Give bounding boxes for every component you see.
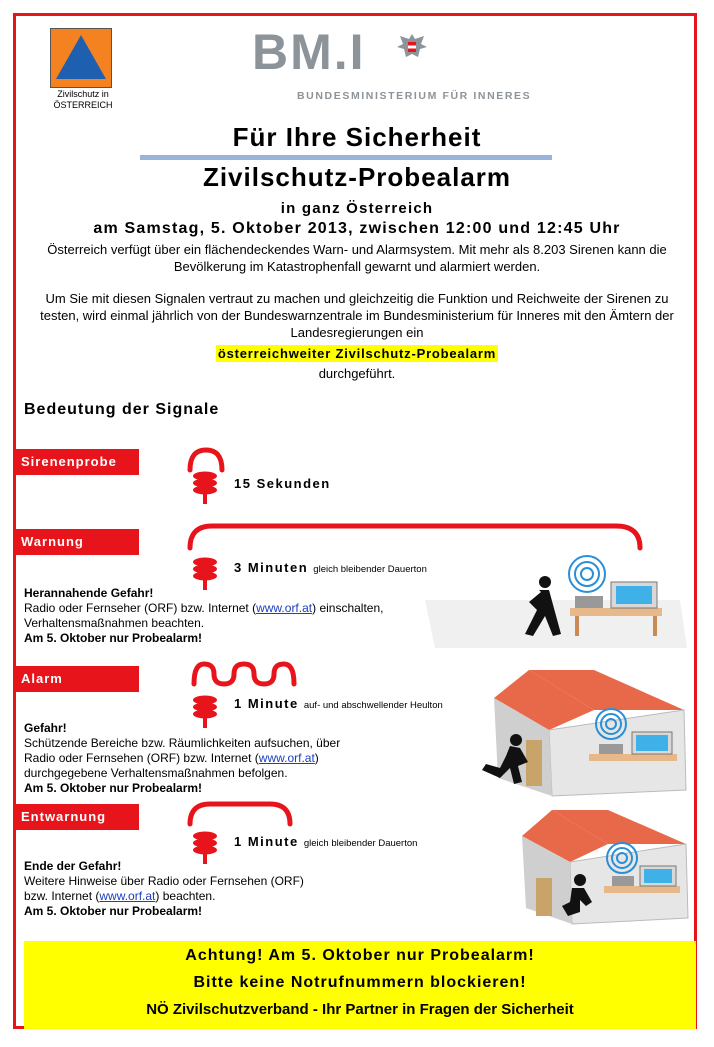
- duration-note: gleich bleibender Dauerton: [303, 838, 418, 849]
- entwarnung-heading: Ende der Gefahr!: [24, 859, 122, 873]
- alarm-text: [24, 721, 424, 796]
- eagle-icon: [394, 30, 430, 66]
- bmi-subtitle: BUNDESMINISTERIUM FÜR INNERES: [297, 90, 532, 102]
- zs-caption-line-1: Zivilschutz in: [57, 89, 109, 99]
- intro-paragraph-2: Um Sie mit diesen Signalen vertraut zu machen und gleichzeitig die Funktion und Reichweite der Sirenen zu testen, wird einmal jährlich von der Bundeswarnzentrale im Bundesministerium für Inneres mit den Ämtern der Landesregierungen ein: [40, 291, 674, 340]
- footer-banner: [24, 941, 696, 1029]
- alarm-note: Am 5. Oktober nur Probealarm!: [24, 781, 203, 795]
- alarm-line-3: durchgegebene Verhaltensmaßnahmen befolgen.: [24, 766, 288, 780]
- alarm-heading: Gefahr!: [24, 721, 67, 735]
- duration-value: 3 Minuten: [234, 560, 309, 575]
- highlight-text: österreichweiter Zivilschutz-Probealarm: [217, 346, 497, 361]
- entwarnung-line-1: Weitere Hinweise über Radio oder Fernsehen (ORF): [24, 874, 304, 888]
- footer-line-1: Achtung! Am 5. Oktober nur Probealarm!: [185, 947, 535, 964]
- alarm-illustration: [474, 670, 689, 800]
- signal-wave-oscillating: [190, 660, 300, 690]
- duration-value: 1 Minute: [234, 834, 299, 849]
- tab-sirenenprobe: Sirenenprobe: [14, 449, 139, 475]
- entwarnung-illustration: [510, 810, 690, 930]
- warnung-line-2: Verhaltensmaßnahmen beachten.: [24, 616, 205, 630]
- entwarnung-line-2b: ) beachten.: [155, 889, 216, 903]
- duration-sirenenprobe: [234, 476, 331, 491]
- warnung-line-1: Radio oder Fernseher (ORF) bzw. Internet (: [24, 601, 257, 615]
- entwarnung-line-2: bzw. Internet (: [24, 889, 100, 903]
- warnung-note: Am 5. Oktober nur Probealarm!: [24, 631, 203, 645]
- duration-note: gleich bleibender Dauerton: [313, 564, 427, 575]
- zivilschutz-logo: [50, 28, 112, 88]
- duration-value: 15 Sekunden: [234, 476, 331, 491]
- date-line: am Samstag, 5. Oktober 2013, zwischen 12:00 und 12:45 Uhr: [93, 220, 621, 237]
- duration-warnung: [234, 560, 427, 575]
- duration-alarm: [234, 696, 443, 711]
- zivilschutz-caption: [38, 89, 128, 111]
- signal-wave-medium: [186, 800, 296, 828]
- bmi-logo: [252, 26, 532, 106]
- orf-link[interactable]: www.orf.at: [256, 601, 313, 615]
- intro-paragraph-1: Österreich verfügt über ein flächendeckendes Warn- und Alarmsystem. Mit mehr als 8.203 Sirenen kann die Bevölkerung im Katastrophenfall gewarnt und alarmiert werden.: [47, 242, 667, 274]
- warnung-line-1b: ) einschalten,: [312, 601, 384, 615]
- signals-heading: Bedeutung der Signale: [24, 401, 220, 418]
- duration-note: auf- und abschwellender Heulton: [303, 700, 443, 711]
- scope-line: in ganz Österreich: [280, 200, 434, 217]
- page-title: Für Ihre Sicherheit: [232, 122, 482, 152]
- warnung-heading: Herannahende Gefahr!: [24, 586, 154, 600]
- title-divider: [140, 155, 552, 160]
- warnung-text: [24, 586, 424, 646]
- bmi-logo-text: BM.I: [252, 24, 366, 80]
- zs-caption-line-2: ÖSTERREICH: [53, 100, 113, 110]
- footer-line-3: NÖ Zivilschutzverband - Ihr Partner in Fragen der Sicherheit: [146, 1001, 574, 1018]
- siren-icon: [190, 556, 220, 590]
- footer-line-2: Bitte keine Notrufnummern blockieren!: [193, 974, 527, 991]
- alarm-line-2: Radio oder Fernsehen (ORF) bzw. Internet (: [24, 751, 259, 765]
- entwarnung-note: Am 5. Oktober nur Probealarm!: [24, 904, 203, 918]
- alarm-line-1: Schützende Bereiche bzw. Räumlichkeiten aufsuchen, über: [24, 736, 341, 750]
- siren-icon: [190, 470, 220, 504]
- entwarnung-text: [24, 859, 424, 919]
- intro-paragraph-3: durchgeführt.: [318, 366, 396, 381]
- tab-entwarnung: Entwarnung: [14, 804, 139, 830]
- tab-alarm: Alarm: [14, 666, 139, 692]
- highlight-line: [0, 345, 714, 363]
- signal-wave-short: [186, 446, 226, 472]
- warnung-illustration: [425, 548, 690, 658]
- orf-link[interactable]: www.orf.at: [258, 751, 315, 765]
- tab-warnung: Warnung: [14, 529, 139, 555]
- duration-value: 1 Minute: [234, 696, 299, 711]
- orf-link[interactable]: www.orf.at: [99, 889, 156, 903]
- page-subtitle: Zivilschutz-Probealarm: [202, 162, 512, 192]
- alarm-line-2b: ): [314, 751, 319, 765]
- duration-entwarnung: [234, 834, 417, 849]
